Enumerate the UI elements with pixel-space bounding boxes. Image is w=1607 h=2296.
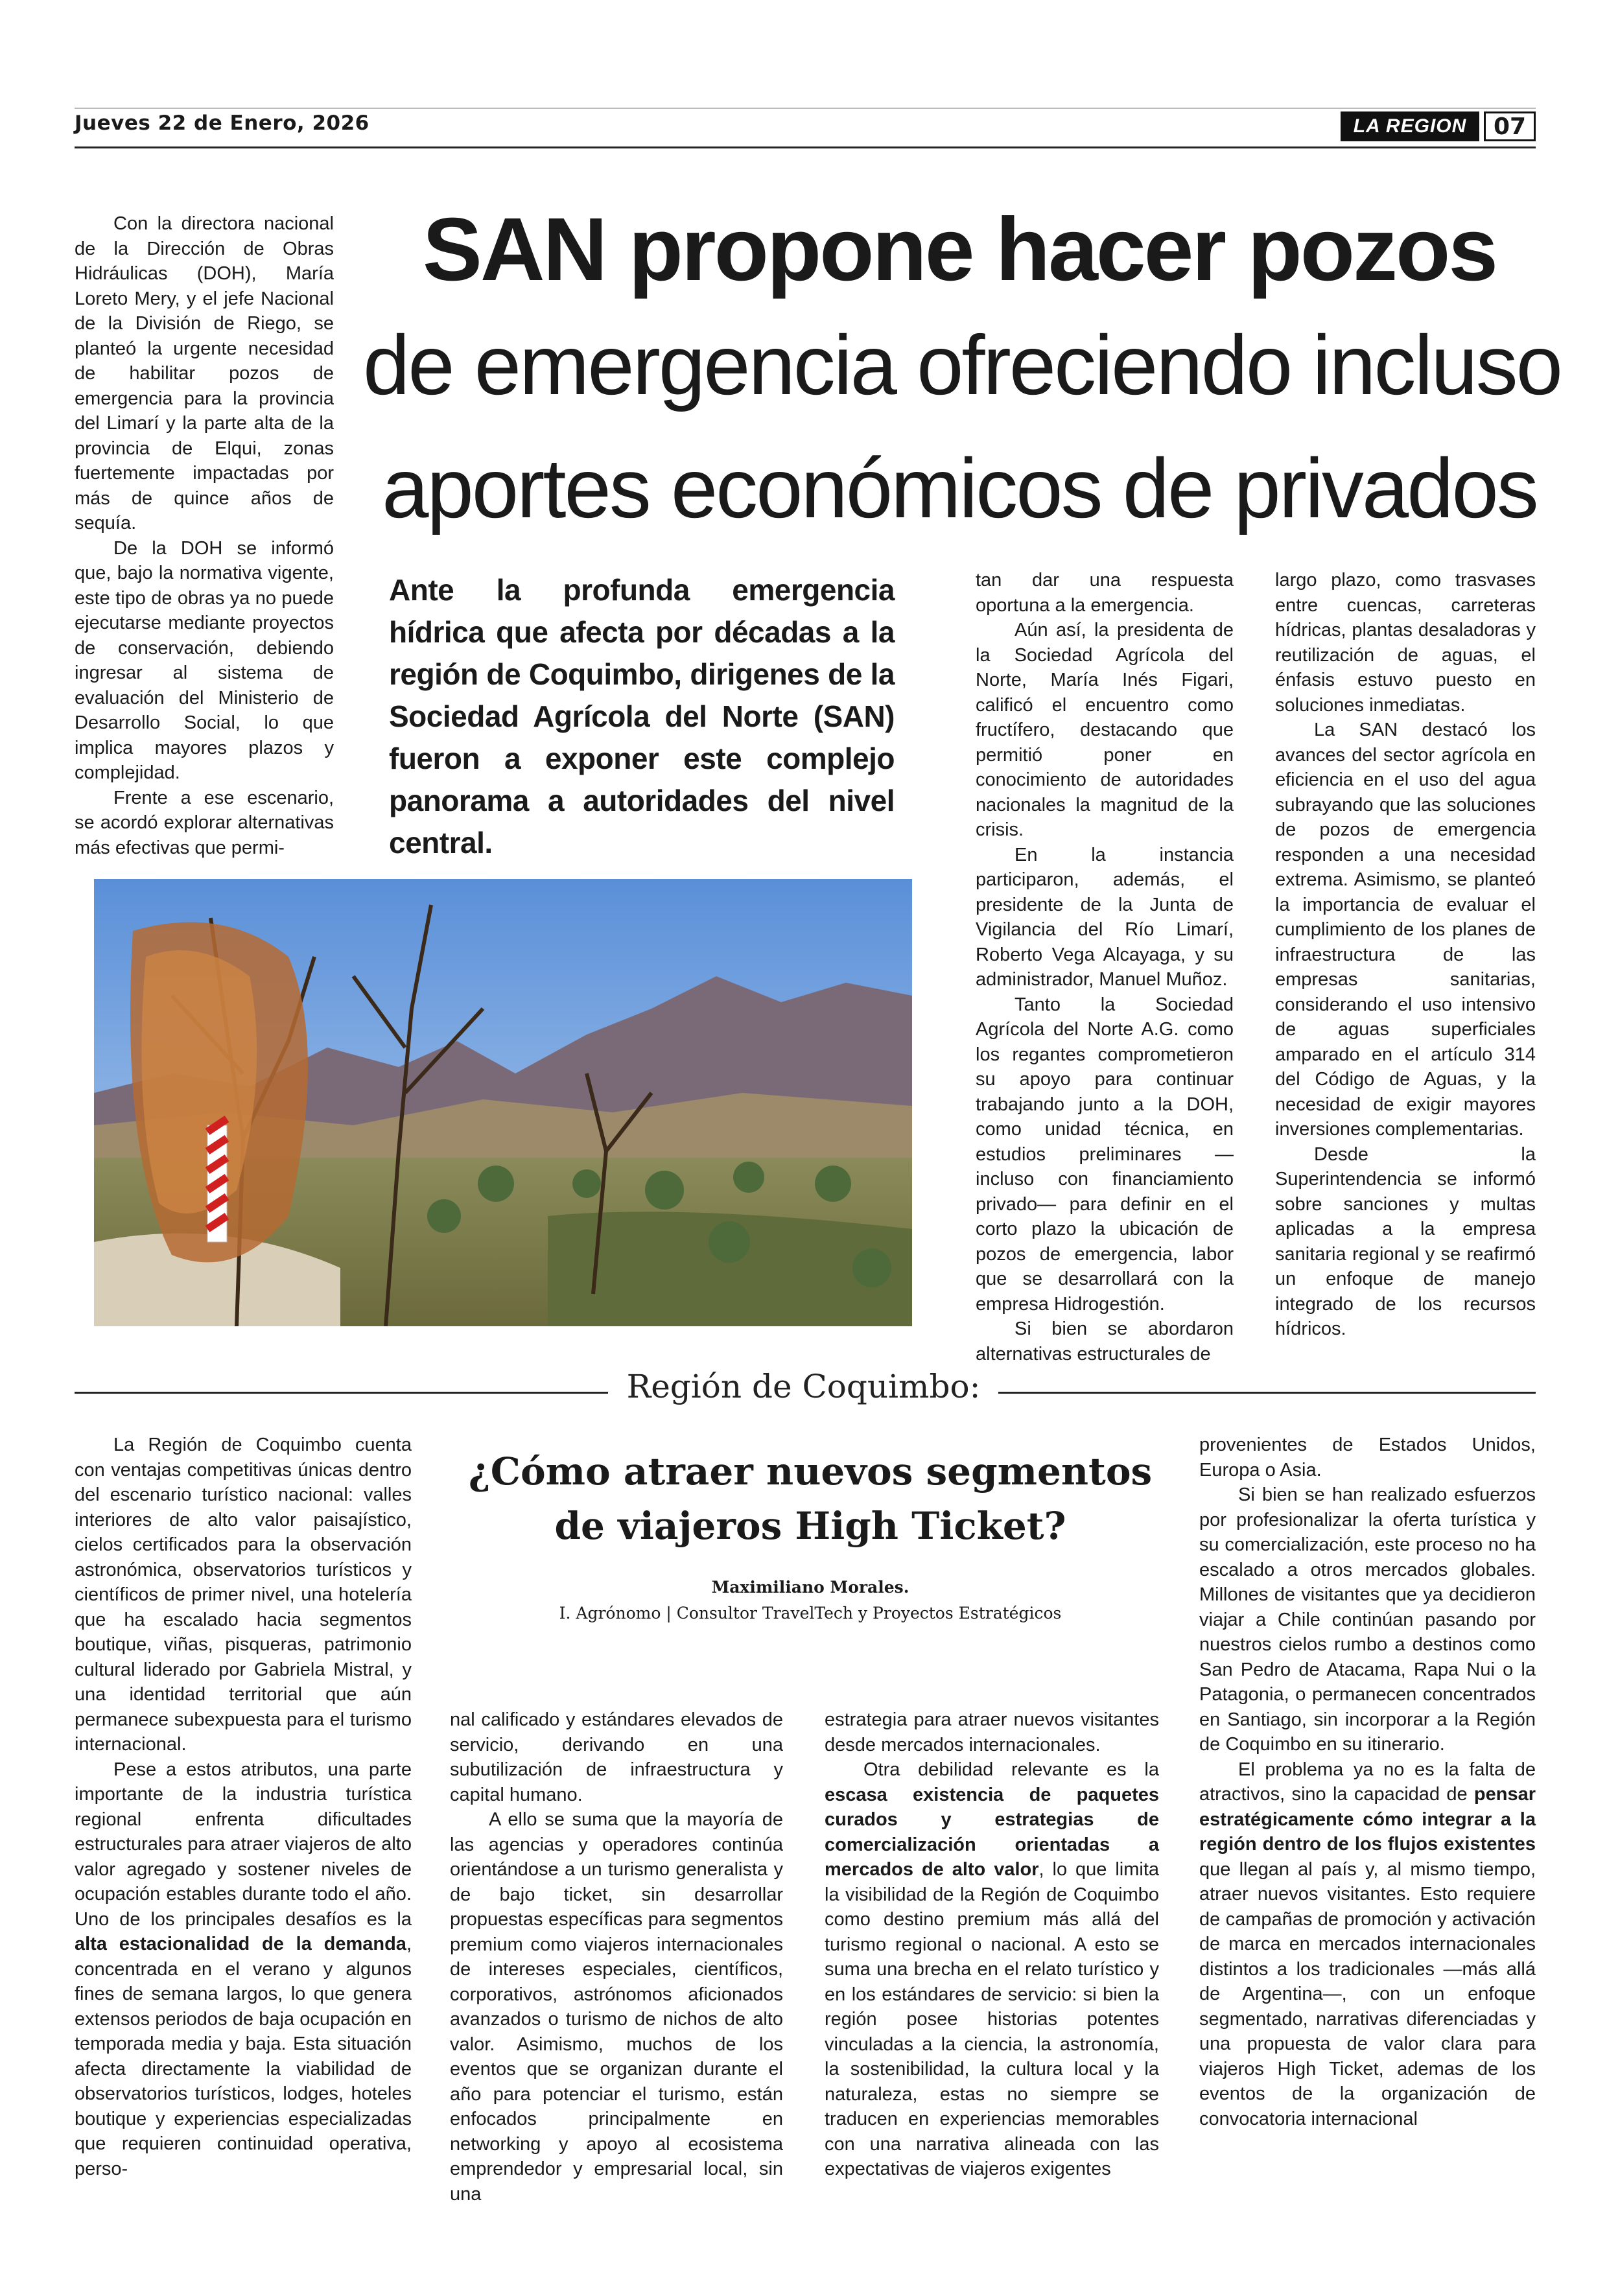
article2-title-line-2: de viajeros High Ticket?: [554, 1504, 1066, 1548]
paragraph: Desde la Superintendencia se informó sobre sanciones y multas aplicadas a la empresa sanitaria regional y se reafirmó un enfoque de manejo integrado de los recursos hídricos.: [1275, 1143, 1536, 1339]
article1-column-1: [75, 211, 334, 860]
paragraph: En la instancia participaron, además, el presidente de la Junta de Vigilancia del Río Limarí, Roberto Vega Alcayaga, y su administrador, Manuel Muñoz.: [976, 844, 1234, 990]
page-number: 07: [1484, 111, 1536, 141]
article2-column-4: [1199, 1433, 1536, 2131]
section-rule-right: [998, 1392, 1536, 1394]
article2-column-1: [75, 1433, 412, 2181]
article2-title: [454, 1444, 1167, 1553]
headline-line-1: SAN propone hacer pozos: [422, 200, 1497, 299]
article1-column-4: [1275, 568, 1536, 1342]
paragraph: Tanto la Sociedad Agrícola del Norte A.G. como los regantes comprometieron su apoyo para continuar trabajando junto a la DOH, como unidad técnica, en estudios preliminares —incluso con financiamiento privado— para definir en el corto plazo la ubicación de pozos de emergencia, labor que se desarrollará con la empresa Hidrogestión.: [976, 994, 1234, 1315]
paragraph: La SAN destacó los avances del sector agrícola en eficiencia en el uso del agua subrayando que las soluciones de pozos de emergencia responden a una necesidad extrema. Asimismo, se planteó la importancia de evaluar el cumplimiento de los planes de infraestructura de las empresas sanitarias, considerando el uso intensivo de aguas superficiales amparado en el artículo 314 del Código de Aguas, y la necesidad de exigir mayores inversiones complementarias.: [1275, 720, 1536, 1140]
newspaper-logo: LA REGION: [1341, 111, 1479, 141]
article2-column-2: [450, 1707, 783, 2207]
paragraph: El problema ya no es la falta de atractivos, sino la capacidad de pensar estratégicamente cómo integrar a la región dentro de los flujos existentes que llegan al país y, al mismo tiempo, atraer nuevos visitantes. Esto requiere de campañas de promoción y activación de marca en mercados internacionales distintos a los tradicionales —más allá de Argentina—, con un enfoque segmentado, narrativas diferenciadas y una propuesta de valor clara para viajeros High Ticket, ademas de los eventos de la organización de convocatoria internacional: [1199, 1759, 1536, 2129]
headline-line-2: de emergencia ofreciendo incluso: [363, 318, 1561, 412]
paragraph: La Región de Coquimbo cuenta con ventajas competitivas únicas dentro del escenario turístico nacional: valles interiores de alto valor paisajístico, cielos certificados para la observación astronómica, observatorios turísticos y científicos de primer nivel, una hotelería que ha escalado hacia segmentos boutique, viñas, pisqueras, patrimonio cultural liderado por Gabriela Mistral, y una identidad territorial que aún permanece subexpuesta para el turismo internacional.: [75, 1435, 412, 1755]
article2-title-line-1: ¿Cómo atraer nuevos segmentos: [468, 1449, 1153, 1494]
paragraph: provenientes de Estados Unidos, Europa o Asia.: [1199, 1435, 1536, 1481]
paragraph: Si bien se han realizado esfuerzos por profesionalizar la oferta turística y su comercialización, este proceso no ha escalado a otros mercados globales. Millones de visitantes que ya decidieron viajar a Chile continúan pasando por nuestros cielos rumbo a destinos como San Pedro de Atacama, Rapa Nui o la Patagonia, o permanecen concentrados en Santiago, sin incorporar a la Región de Coquimbo en su itinerario.: [1199, 1484, 1536, 1755]
article1-column-3: [976, 568, 1234, 1366]
landscape-photo: [94, 879, 912, 1326]
paragraph: Pese a estos atributos, una parte importante de la industria turística regional enfrenta dificultades estructurales para atraer viajeros de alto valor agregado y sostener niveles de ocupación estables durante todo el año. Uno de los principales desafíos es la alta estacionalidad de la demanda, concentrada en el verano y algunos fines de semana largos, lo que genera extensos periodos de baja ocupación en temporada media y baja. Esta situación afecta directamente la viabilidad de observatorios turísticos, lodges, hoteles boutique y experiencias especializadas que requieren continuidad operativa, perso-: [75, 1759, 412, 2179]
paragraph: Frente a ese escenario, se acordó explorar alternativas más efectivas que permi-: [75, 787, 334, 858]
article2-column-3: [825, 1707, 1159, 2182]
paragraph: nal calificado y estándares elevados de servicio, derivando en una subutilización de infraestructura y capital humano.: [450, 1709, 783, 1805]
author-name: Maximiliano Morales.: [711, 1578, 909, 1597]
paragraph: Si bien se abordaron alternativas estructurales de: [976, 1318, 1234, 1365]
paragraph: A ello se suma que la mayoría de las agencias y operadores continúa orientándose a un turismo generalista y de bajo ticket, sin desarrollar propuestas específicas para segmentos premium como viajeros internacionales de intereses especiales, científicos, corporativos, astrónomos aficionados avanzados o turismo de nichos de alto valor. Asimismo, muchos de los eventos que se organizan durante el año para potenciar el turismo, están enfocados principalmente en networking y apoyo al ecosistema emprendedor y empresarial local, sin una: [450, 1809, 783, 2205]
paragraph: estrategia para atraer nuevos visitantes desde mercados internacionales.: [825, 1709, 1159, 1755]
paragraph: tan dar una respuesta oportuna a la emergencia.: [976, 570, 1234, 616]
section-label: Región de Coquimbo:: [626, 1368, 981, 1405]
header-top-rule: [75, 108, 1536, 109]
paragraph: Otra debilidad relevante es la escasa existencia de paquetes curados y estrategias de comercialización orientadas a mercados de alto valor, lo que limita la visibilidad de la Región de Coquimbo como destino premium más allá del turismo regional o nacional. A esto se suma una brecha en el relato turístico y en los estándares de servicio: si bien la región posee historias potentes vinculadas a la ciencia, la astronomía, la sostenibilidad, la cultura local y la naturaleza, estas no siempre se traducen en experiencias memorables con una narrativa alineada con las expectativas de viajeros exigentes: [825, 1759, 1160, 2179]
header-bottom-rule: [75, 146, 1536, 148]
paragraph: Aún así, la presidenta de la Sociedad Agrícola del Norte, María Inés Figari, calificó el encuentro como fructífero, destacando que permitió poner en conocimiento de autoridades nacionales la magnitud de la crisis.: [976, 620, 1234, 840]
paragraph: Con la directora nacional de la Dirección de Obras Hidráulicas (DOH), María Loreto Mery, y el jefe Nacional de la División de Riego, se planteó la urgente necesidad de habilitar pozos de emergencia para la provincia del Limarí y la parte alta de la provincia de Elqui, zonas fuertemente impactadas por más de quince años de sequía.: [75, 213, 334, 533]
paragraph: largo plazo, como trasvases entre cuencas, carreteras hídricas, plantas desaladoras y reutilización de aguas, el énfasis estuvo puesto en soluciones inmediatas.: [1275, 570, 1536, 716]
author-role: I. Agrónomo | Consultor TravelTech y Proyectos Estratégicos: [559, 1604, 1062, 1622]
headline-line-3: aportes económicos de privados: [382, 441, 1537, 535]
paragraph: De la DOH se informó que, bajo la normativa vigente, este tipo de obras ya no puede ejecutarse mediante proyectos de conservación, debiendo ingresar al sistema de evaluación del Ministerio de Desarrollo Social, lo que implica mayores plazos y complejidad.: [75, 537, 334, 783]
issue-date: Jueves 22 de Enero, 2026: [75, 111, 369, 135]
article-lead: Ante la profunda emergencia hídrica que afecta por décadas a la región de Coquimbo, dirigenes de la Sociedad Agrícola del Norte (SAN) fueron a exponer este complejo panorama a autoridades del nivel central.: [389, 573, 895, 860]
